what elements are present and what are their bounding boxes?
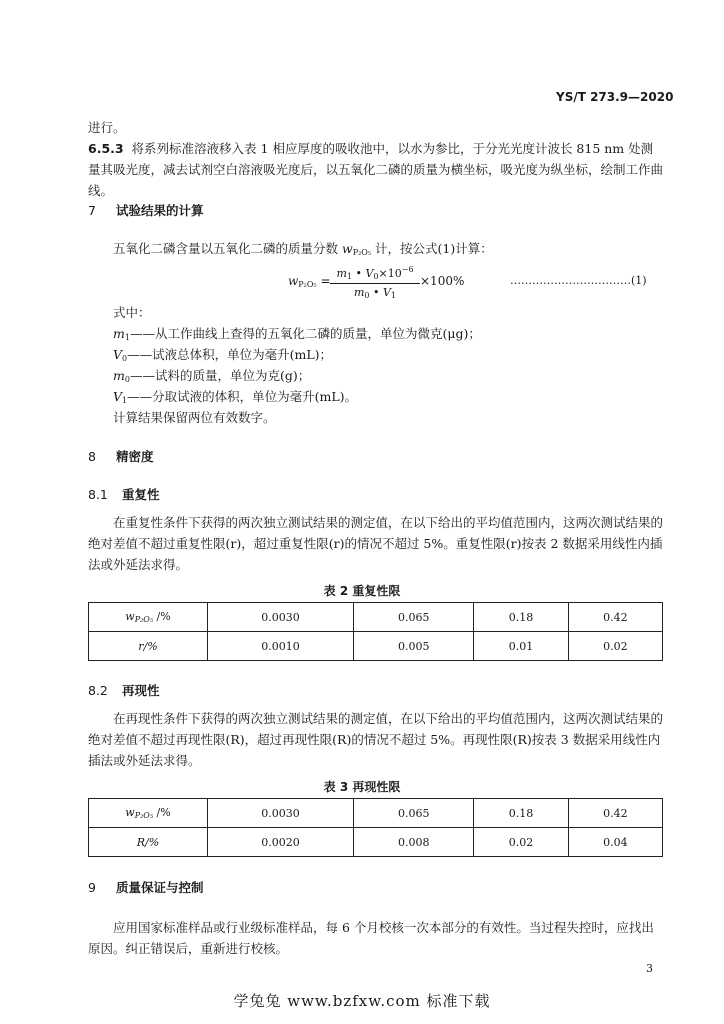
section-7-intro <box>88 238 663 263</box>
reproducibility-text: 在再现性条件下获得的两次独立测试结果的测定值，在以下给出的平均值范围内，这两次测试结果的绝对差值不超过再现性限(R)，超过再现性限(R)的情况不超过 5%。再现性限(R)按表 3 数据采用线性内插法或外延法求得。 <box>88 711 664 768</box>
label-unit: /% <box>153 610 171 623</box>
def-symbol: m <box>113 368 125 383</box>
table-cell: 0.0030 <box>208 603 354 632</box>
table-row <box>89 799 663 828</box>
def-symbol: m <box>113 326 125 341</box>
table-row <box>89 828 663 857</box>
table-cell: 0.01 <box>474 632 568 661</box>
section-number: 9 <box>88 880 96 895</box>
table-cell: 0.02 <box>474 828 568 857</box>
page-number: 3 <box>646 962 653 975</box>
num-dot: • <box>351 267 366 280</box>
mass-fraction-symbol: w <box>341 241 353 256</box>
table-2-caption: 表 2 重复性限 <box>323 584 401 598</box>
table-cell: 0.008 <box>354 828 474 857</box>
table-cell: 0.0030 <box>208 799 354 828</box>
section-9-heading <box>88 877 663 898</box>
row-label: r/% <box>89 632 208 661</box>
def-symbol: V <box>113 389 123 404</box>
table-cell: 0.02 <box>568 632 662 661</box>
clause-number: 6.5.3 <box>88 141 124 156</box>
subsection-number: 8.2 <box>88 683 108 698</box>
subscript: P₂O₅ <box>352 248 372 257</box>
equals-sign: = <box>320 274 331 288</box>
section-8-2-heading <box>88 680 663 701</box>
num-sub-0: 0 <box>373 272 379 281</box>
numerator <box>330 265 420 284</box>
subsection-number: 8.1 <box>88 487 108 502</box>
equation-number: ……………………………(1) <box>510 274 647 287</box>
section-number: 8 <box>88 449 96 464</box>
subsection-title: 再现性 <box>122 683 160 698</box>
def-text: ——从工作曲线上查得的五氧化二磷的质量，单位为微克(μg)； <box>129 326 481 341</box>
formula-fraction <box>330 265 420 300</box>
def-text: ——试液总体积，单位为毫升(mL)； <box>127 347 333 362</box>
formula-percent: ×100% <box>420 274 465 288</box>
num-times-ten: ×10 <box>378 267 402 280</box>
formula-w: w <box>288 274 299 288</box>
num-v: V <box>365 267 374 280</box>
den-dot: • <box>369 286 383 299</box>
clause-text: 将系列标准溶液移入表 1 相应厚度的吸收池中，以水为参比，于分光光度计波长 815 nm 处测量其吸光度，减去试剂空白溶液吸光度后，以五氧化二磷的质量为横坐标，吸光度为纵坐标，绘制工作曲线。 <box>88 141 664 198</box>
table-cell: 0.0010 <box>208 632 354 661</box>
repeatability-text: 在重复性条件下获得的两次独立测试结果的测定值，在以下给出的平均值范围内，这两次测试结果的绝对差值不超过重复性限(r)，超过重复性限(r)的情况不超过 5%。重复性限(r)按表 2 数据采用线性内插法或外延法求得。 <box>88 515 664 572</box>
row-label <box>89 603 208 632</box>
standard-number: YS/T 273.9—2020 <box>556 90 674 104</box>
table-cell: 0.065 <box>354 603 474 632</box>
num-m: m <box>336 267 347 280</box>
significant-figures-note: 计算结果保留两位有效数字。 <box>113 410 276 425</box>
table-2-repeatability <box>88 602 663 661</box>
label-unit: /% <box>153 806 171 819</box>
table-cell: 0.42 <box>568 603 662 632</box>
quality-assurance-text: 应用国家标准样品或行业级标准样品，每 6 个月校核一次本部分的有效性。当过程失控时，应找出原因。纠正错误后，重新进行校核。 <box>88 920 654 956</box>
table-row <box>89 603 663 632</box>
def-sub: 0 <box>122 354 128 363</box>
def-sub: 1 <box>122 396 128 405</box>
table-row <box>89 632 663 661</box>
footer-watermark: 学兔兔 www.bzfxw.com 标准下载 <box>233 992 491 1010</box>
label-sub: P₂O₅ <box>134 615 154 624</box>
section-title: 试验结果的计算 <box>116 203 204 218</box>
section-title: 质量保证与控制 <box>116 880 204 895</box>
def-text: ——试料的质量，单位为克(g)； <box>129 368 311 383</box>
table-3-reproducibility <box>88 798 663 857</box>
section-8-1-heading <box>88 484 663 505</box>
table-3-caption: 表 3 再现性限 <box>323 780 401 794</box>
table-cell: 0.065 <box>354 799 474 828</box>
section-7-heading <box>88 200 663 221</box>
section-8-heading <box>88 446 663 467</box>
den-m: m <box>353 286 365 299</box>
subsection-title: 重复性 <box>122 487 160 502</box>
intro-text: 五氧化二磷含量以五氧化二磷的质量分数 <box>113 241 342 256</box>
label-symbol: w <box>125 610 135 623</box>
den-v: V <box>382 286 391 299</box>
def-text: ——分取试液的体积，单位为毫升(mL)。 <box>127 389 358 404</box>
section-number: 7 <box>88 203 96 218</box>
den-sub-0: 0 <box>364 291 370 300</box>
row-label: R/% <box>89 828 208 857</box>
table-cell: 0.0020 <box>208 828 354 857</box>
table-cell: 0.18 <box>474 799 568 828</box>
num-sub-1: 1 <box>346 272 352 281</box>
def-sub: 1 <box>124 333 130 342</box>
where-label: 式中： <box>113 305 151 320</box>
clause-6-5-3 <box>88 138 663 201</box>
num-exp: −6 <box>401 265 414 274</box>
formula-lhs <box>288 274 331 289</box>
formula-subscript: P₂O₅ <box>298 280 317 289</box>
intro-text-end: 计，按公式(1)计算： <box>371 241 493 256</box>
label-symbol: w <box>125 806 135 819</box>
table-cell: 0.18 <box>474 603 568 632</box>
def-sub: 0 <box>124 375 130 384</box>
table-cell: 0.005 <box>354 632 474 661</box>
den-sub-1: 1 <box>390 291 397 300</box>
table-cell: 0.42 <box>568 799 662 828</box>
row-label <box>89 799 208 828</box>
table-cell: 0.04 <box>568 828 662 857</box>
section-title: 精密度 <box>116 449 154 464</box>
denominator <box>330 284 420 300</box>
def-symbol: V <box>113 347 123 362</box>
continued-text: 进行。 <box>88 120 126 135</box>
label-sub: P₂O₅ <box>134 811 154 820</box>
